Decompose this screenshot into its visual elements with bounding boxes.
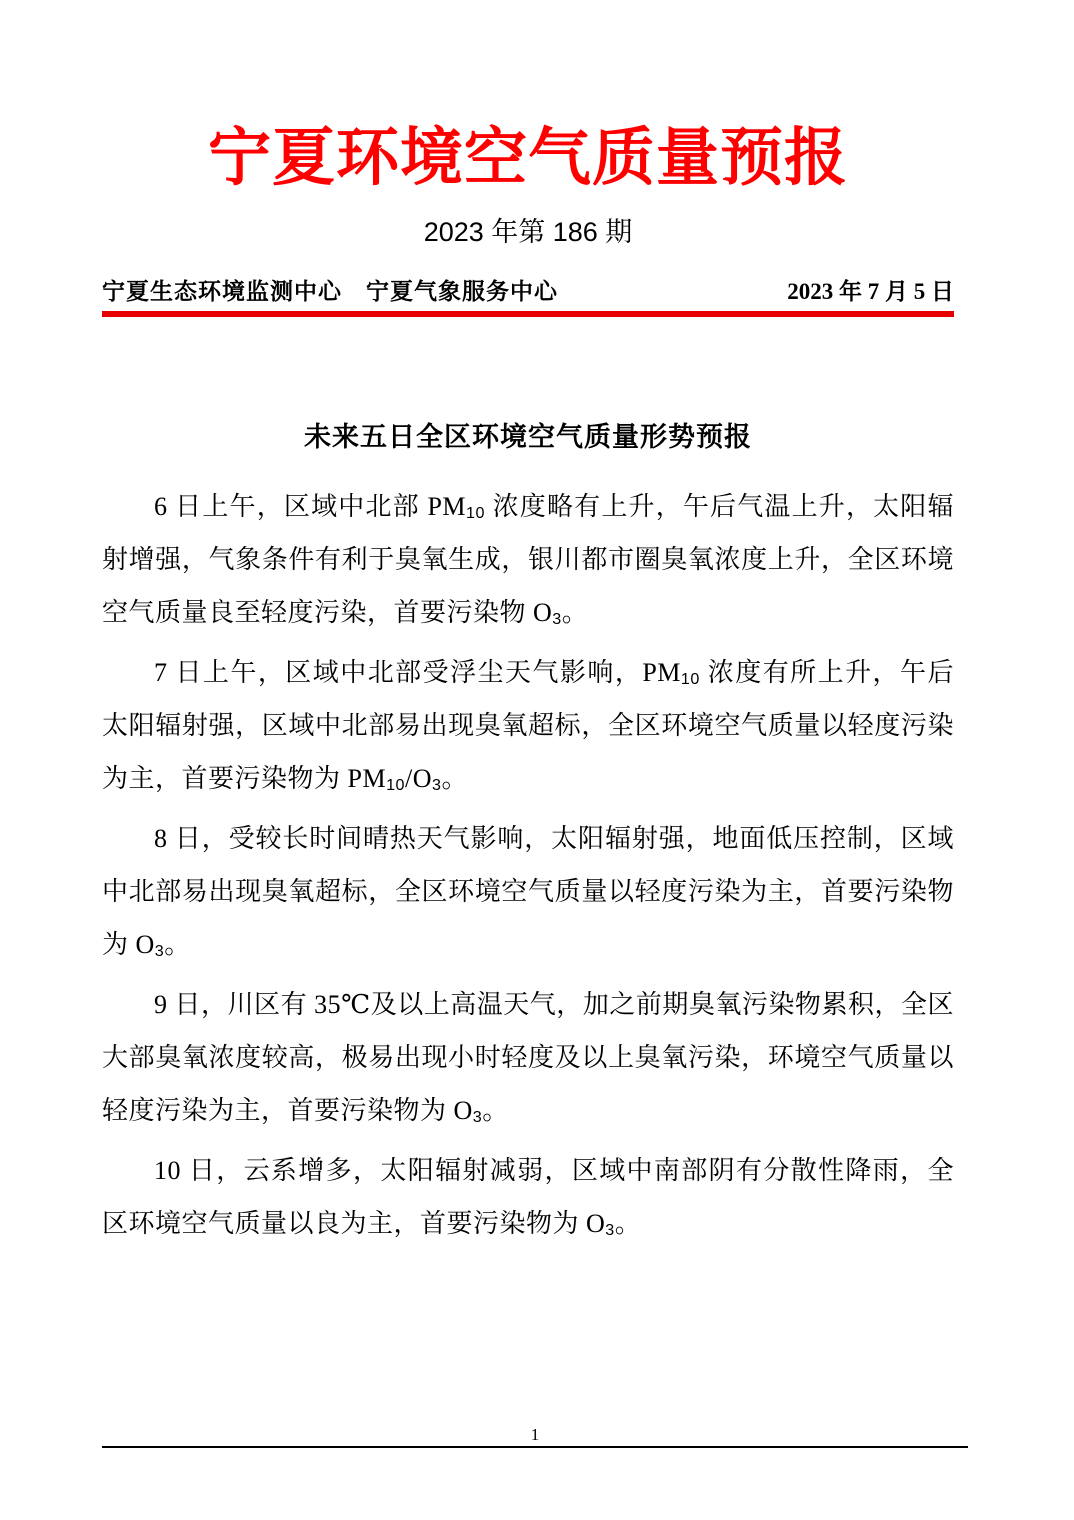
paragraph-text: 浓度有所上升，午后太阳辐射强，区域中北部易出现臭氧超标，全区环境空气质量以轻度污染为主，首要污染物为 PM — [102, 658, 954, 793]
red-divider — [102, 311, 954, 317]
subscript-text: 3 — [605, 1220, 615, 1239]
paragraph-text: 8 日，受较长时间晴热天气影响，太阳辐射强，地面低压控制，区域中北部易出现臭氧超标，全区环境空气质量以轻度污染为主，首要污染物为 O — [102, 824, 954, 959]
paragraph-text: 9 日，川区有 35℃及以上高温天气，加之前期臭氧污染物累积，全区大部臭氧浓度较高，极易出现小时轻度及以上臭氧污染，环境空气质量以轻度污染为主，首要污染物为 O — [102, 990, 954, 1125]
body-paragraph — [102, 812, 954, 971]
page-number: 1 — [530, 1425, 540, 1444]
paragraph-text: 。 — [614, 1209, 642, 1238]
paragraph-text: 。 — [561, 598, 589, 627]
paragraph-text: 。 — [441, 764, 468, 793]
subscript-text: 3 — [552, 609, 562, 628]
body-paragraph — [102, 480, 954, 639]
paragraph-text: /O — [405, 764, 433, 793]
footer-divider — [102, 1446, 968, 1448]
paragraph-text: 7 日上午，区域中北部受浮尘天气影响，PM — [154, 658, 681, 687]
document-title: 宁夏环境空气质量预报 — [208, 123, 848, 193]
subscript-text: 3 — [154, 941, 165, 960]
body-paragraph — [102, 978, 954, 1137]
paragraph-text: 。 — [482, 1096, 509, 1125]
body-paragraph — [102, 1144, 954, 1250]
paragraph-text: 6 日上午，区域中北部 PM — [154, 492, 467, 521]
subscript-text: 10 — [680, 669, 700, 688]
subscript-text: 10 — [466, 503, 485, 522]
paragraph-text: 。 — [164, 930, 191, 959]
subscript-text: 3 — [432, 775, 442, 794]
issue-number: 2023 年第 186 期 — [423, 217, 633, 247]
paragraph-text: 10 日，云系增多，太阳辐射减弱，区域中南部阴有分散性降雨，全区环境空气质量以良为主，首要污染物为 O — [102, 1156, 954, 1238]
forecast-paragraphs — [102, 480, 954, 1250]
subscript-text: 3 — [472, 1107, 483, 1126]
subscript-text: 10 — [386, 775, 406, 794]
issuer-row — [102, 276, 954, 307]
body-paragraph — [102, 646, 954, 805]
page-footer — [102, 1424, 968, 1448]
issue-date: 2023 年 7 月 5 日 — [787, 279, 954, 304]
paragraph-text: 浓度略有上升，午后气温上升，太阳辐射增强，气象条件有利于臭氧生成，银川都市圈臭氧浓度上升，全区环境空气质量良至轻度污染，首要污染物 O — [102, 492, 954, 627]
issuing-agencies: 宁夏生态环境监测中心 宁夏气象服务中心 — [102, 278, 558, 304]
section-heading: 未来五日全区环境空气质量形势预报 — [304, 422, 752, 452]
